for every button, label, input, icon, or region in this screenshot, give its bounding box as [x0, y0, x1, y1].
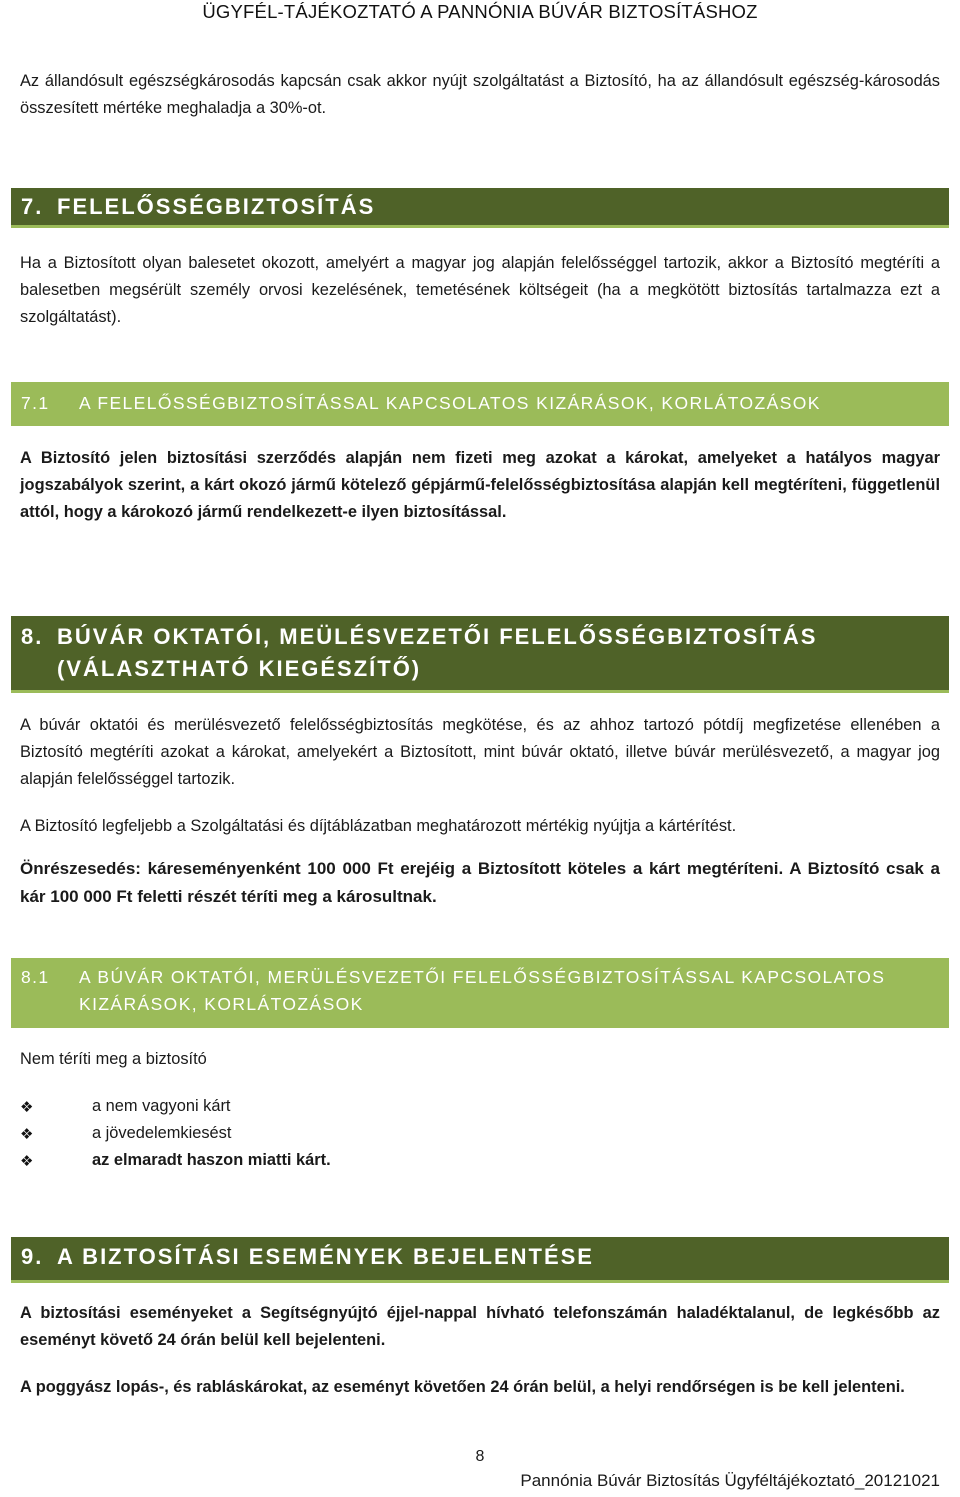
section-title: A BIZTOSÍTÁSI ESEMÉNYEK BEJELENTÉSE	[57, 1244, 594, 1269]
list-item: ❖ az elmaradt haszon miatti kárt.	[20, 1151, 331, 1170]
four-diamond-bullet-icon: ❖	[20, 1098, 34, 1116]
section-7-1-heading	[11, 382, 949, 426]
section-title: A FELELŐSSÉGBIZTOSÍTÁSSAL KAPCSOLATOS KIZÁRÁSOK, KORLÁTOZÁSOK	[79, 393, 821, 413]
section-title-line-1: BÚVÁR OKTATÓI, MEÜLÉSVEZETŐI FELELŐSSÉGBIZTOSÍTÁS	[57, 624, 818, 649]
section-8-1-heading	[11, 958, 949, 1028]
section-8-heading	[11, 616, 949, 693]
deductible-paragraph: Önrészesedés: káreseményenként 100 000 Ft erejéig a Biztosított köteles a kárt megtéríteni. A Biztosító csak a kár 100 000 Ft feletti részét téríti meg a károsultnak.	[20, 859, 940, 906]
page-number: 8	[475, 1448, 485, 1465]
section-title: A BÚVÁR OKTATÓI, MERÜLÉSVEZETŐI FELELŐSSÉGBIZTOSÍTÁSSAL KAPCSOLATOS KIZÁRÁSOK, KORLÁTOZÁSOK	[79, 967, 886, 1014]
intro-paragraph: Az állandósult egészségkárosodás kapcsán csak akkor nyújt szolgáltatást a Biztosító, ha az állandósult egészség-károsodás összesített mértéke meghaladja a 30%-ot.	[20, 72, 940, 117]
section-number: 9.	[21, 1244, 44, 1269]
section-7-1-body: A Biztosító jelen biztosítási szerződés alapján nem fizeti meg azokat a károkat, amelyeket a hatályos magyar jogszabályok szerint, a kárt okozó jármű kötelező gépjármű-felelősségbiztosítása alapján kell megtéríteni, függetlenül attól, hogy a károkozó jármű rendelkezett-e ilyen biztosítással.	[20, 449, 940, 521]
section-7-body: Ha a Biztosított olyan balesetet okozott, amelyért a magyar jog alapján felelősséggel tartozik, akkor a Biztosító megtéríti a balesetben megsérült személy orvosi kezelésének, temetésének költségeit (ha a megkötött biztosítás tartalmazza ezt a szolgáltatást).	[20, 254, 940, 326]
section-title: FELELŐSSÉGBIZTOSÍTÁS	[57, 194, 376, 219]
list-item: ❖ a nem vagyoni kárt	[20, 1097, 231, 1116]
section-8-1-body: Nem téríti meg a biztosító ❖ a nem vagyoni kárt ❖ a jövedelemkiesést ❖ az elmaradt haszon miatti kárt.	[20, 1046, 940, 1174]
section-9-body: A biztosítási eseményeket a Segítségnyújtó éjjel-nappal hívható telefonszámán haladéktalanul, de legkésőbb az eseményt követő 24 órán belül kell bejelenteni. A poggyász lopás-, és rabláskárokat, az eseményt követően 24 órán belül, a helyi rendőrségen is be kell jelenteni.	[20, 1304, 940, 1396]
list-item: ❖ a jövedelemkiesést	[20, 1124, 232, 1143]
section-title-line-2: (VÁLASZTHATÓ KIEGÉSZÍTŐ)	[57, 656, 422, 681]
footer-doc-id: Pannónia Búvár Biztosítás Ügyféltájékoztató_20121021	[520, 1471, 940, 1490]
section-number: 7.1	[21, 393, 50, 413]
section-number: 7.	[21, 194, 44, 219]
four-diamond-bullet-icon: ❖	[20, 1152, 34, 1170]
exclusion-list	[20, 1093, 940, 1174]
running-header: ÜGYFÉL-TÁJÉKOZTATÓ A PANNÓNIA BÚVÁR BIZTOSÍTÁSHOZ	[202, 1, 758, 22]
section-number: 8.	[21, 624, 44, 649]
four-diamond-bullet-icon: ❖	[20, 1125, 34, 1143]
section-7-heading	[11, 188, 949, 228]
section-number: 8.1	[21, 967, 50, 987]
section-9-heading	[11, 1237, 949, 1283]
section-8-body: A búvár oktatói és merülésvezető felelősségbiztosítás megkötése, és az ahhoz tartozó pótdíj megfizetése ellenében a Biztosító megtéríti azokat a károkat, amelyekért a Biztosított, mint búvár oktató, illetve búvár merülésvezető, a magyar jog alapján felelősséggel tartozik. A Biztosító legfeljebb a Szolgáltatási és díjtáblázatban meghatározott mértékig nyújtja a kártérítést. Önrészesedés: káreseményenként 100 000 Ft erejéig a Biztosított köteles a kárt megtéríteni. A Biztosító csak a kár 100 000 Ft feletti részét téríti meg a károsultnak.	[20, 712, 940, 911]
